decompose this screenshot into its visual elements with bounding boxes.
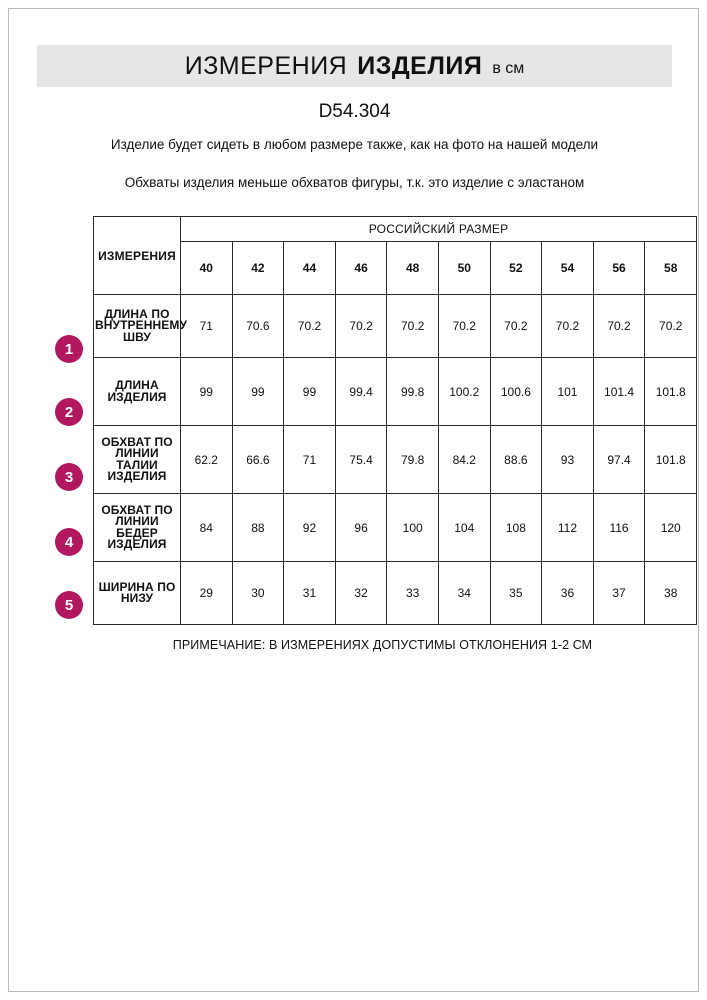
cell-r2-c2: 99 [232, 358, 284, 426]
cell-r3-c2: 66.6 [232, 426, 284, 494]
cell-r3-c10: 101.8 [645, 426, 697, 494]
cell-r4-c6: 104 [438, 494, 490, 562]
size-header-46: 46 [335, 242, 387, 295]
size-header-44: 44 [284, 242, 336, 295]
elastane-note: Обхваты изделия меньше обхватов фигуры, т.к. это изделие с эластаном [124, 175, 585, 190]
page-sheet [8, 8, 699, 992]
cell-r1-c8: 70.2 [542, 295, 594, 358]
row-bullet-5: 5 [55, 591, 83, 619]
cell-r4-c8: 112 [542, 494, 594, 562]
title-product: ИЗДЕЛИЯ [357, 51, 483, 80]
cell-r4-c9: 116 [593, 494, 645, 562]
footer-note: ПРИМЕЧАНИЕ: В ИЗМЕРЕНИЯХ ДОПУСТИМЫ ОТКЛОНЕНИЯ 1-2 СМ [172, 638, 593, 652]
cell-r5-c9: 37 [593, 562, 645, 625]
cell-r4-c2: 88 [232, 494, 284, 562]
table-row [94, 494, 697, 562]
cell-r4-c5: 100 [387, 494, 439, 562]
cell-r5-c2: 30 [232, 562, 284, 625]
cell-r4-c10: 120 [645, 494, 697, 562]
cell-r5-c1: 29 [181, 562, 233, 625]
cell-r5-c3: 31 [284, 562, 336, 625]
cell-r4-c4: 96 [335, 494, 387, 562]
cell-r5-c7: 35 [490, 562, 542, 625]
header-russian-size: РОССИЙСКИЙ РАЗМЕР [181, 217, 697, 242]
size-header-56: 56 [593, 242, 645, 295]
cell-r2-c8: 101 [542, 358, 594, 426]
row-label-3: ОБХВАТ ПО ЛИНИИ ТАЛИИ ИЗДЕЛИЯ [94, 426, 181, 494]
cell-r5-c8: 36 [542, 562, 594, 625]
row-bullet-1: 1 [55, 335, 83, 363]
cell-r2-c7: 100.6 [490, 358, 542, 426]
cell-r2-c3: 99 [284, 358, 336, 426]
cell-r1-c6: 70.2 [438, 295, 490, 358]
table-row [94, 426, 697, 494]
size-header-52: 52 [490, 242, 542, 295]
size-header-58: 58 [645, 242, 697, 295]
title-measurements: ИЗМЕРЕНИЯ [184, 51, 348, 80]
cell-r3-c1: 62.2 [181, 426, 233, 494]
row-label-5: ШИРИНА ПО НИЗУ [94, 562, 181, 625]
cell-r4-c1: 84 [181, 494, 233, 562]
cell-r2-c10: 101.8 [645, 358, 697, 426]
row-label-2: ДЛИНА ИЗДЕЛИЯ [94, 358, 181, 426]
cell-r1-c1: 71 [181, 295, 233, 358]
fit-note: Изделие будет сидеть в любом размере также, как на фото на нашей модели [110, 137, 599, 152]
cell-r2-c1: 99 [181, 358, 233, 426]
cell-r5-c4: 32 [335, 562, 387, 625]
cell-r3-c6: 84.2 [438, 426, 490, 494]
cell-r5-c6: 34 [438, 562, 490, 625]
measurements-table [93, 216, 697, 625]
cell-r3-c9: 97.4 [593, 426, 645, 494]
cell-r2-c6: 100.2 [438, 358, 490, 426]
row-bullet-3: 3 [55, 463, 83, 491]
cell-r3-c3: 71 [284, 426, 336, 494]
table-header-sizes-row [94, 242, 697, 295]
cell-r5-c5: 33 [387, 562, 439, 625]
table-row [94, 358, 697, 426]
size-header-50: 50 [438, 242, 490, 295]
cell-r1-c2: 70.6 [232, 295, 284, 358]
row-label-1: ДЛИНА ПО ВНУТРЕННЕМУ ШВУ [94, 295, 181, 358]
cell-r3-c4: 75.4 [335, 426, 387, 494]
row-label-4: ОБХВАТ ПО ЛИНИИ БЕДЕР ИЗДЕЛИЯ [94, 494, 181, 562]
cell-r2-c9: 101.4 [593, 358, 645, 426]
table-header-group-row [94, 217, 697, 242]
cell-r3-c7: 88.6 [490, 426, 542, 494]
cell-r2-c4: 99.4 [335, 358, 387, 426]
title-unit: в см [492, 59, 525, 77]
cell-r3-c5: 79.8 [387, 426, 439, 494]
cell-r1-c7: 70.2 [490, 295, 542, 358]
size-header-42: 42 [232, 242, 284, 295]
size-header-48: 48 [387, 242, 439, 295]
header-measurements: ИЗМЕРЕНИЯ [94, 217, 181, 295]
model-code: D54.304 [318, 101, 391, 122]
cell-r4-c3: 92 [284, 494, 336, 562]
cell-r2-c5: 99.8 [387, 358, 439, 426]
size-header-54: 54 [542, 242, 594, 295]
cell-r1-c9: 70.2 [593, 295, 645, 358]
cell-r1-c10: 70.2 [645, 295, 697, 358]
row-bullet-2: 2 [55, 398, 83, 426]
measurements-table-wrap [37, 216, 686, 625]
page-title [37, 45, 672, 87]
table-row [94, 295, 697, 358]
cell-r4-c7: 108 [490, 494, 542, 562]
cell-r1-c3: 70.2 [284, 295, 336, 358]
cell-r1-c5: 70.2 [387, 295, 439, 358]
size-header-40: 40 [181, 242, 233, 295]
table-row [94, 562, 697, 625]
document-content [37, 45, 686, 652]
cell-r1-c4: 70.2 [335, 295, 387, 358]
cell-r3-c8: 93 [542, 426, 594, 494]
cell-r5-c10: 38 [645, 562, 697, 625]
row-bullet-4: 4 [55, 528, 83, 556]
